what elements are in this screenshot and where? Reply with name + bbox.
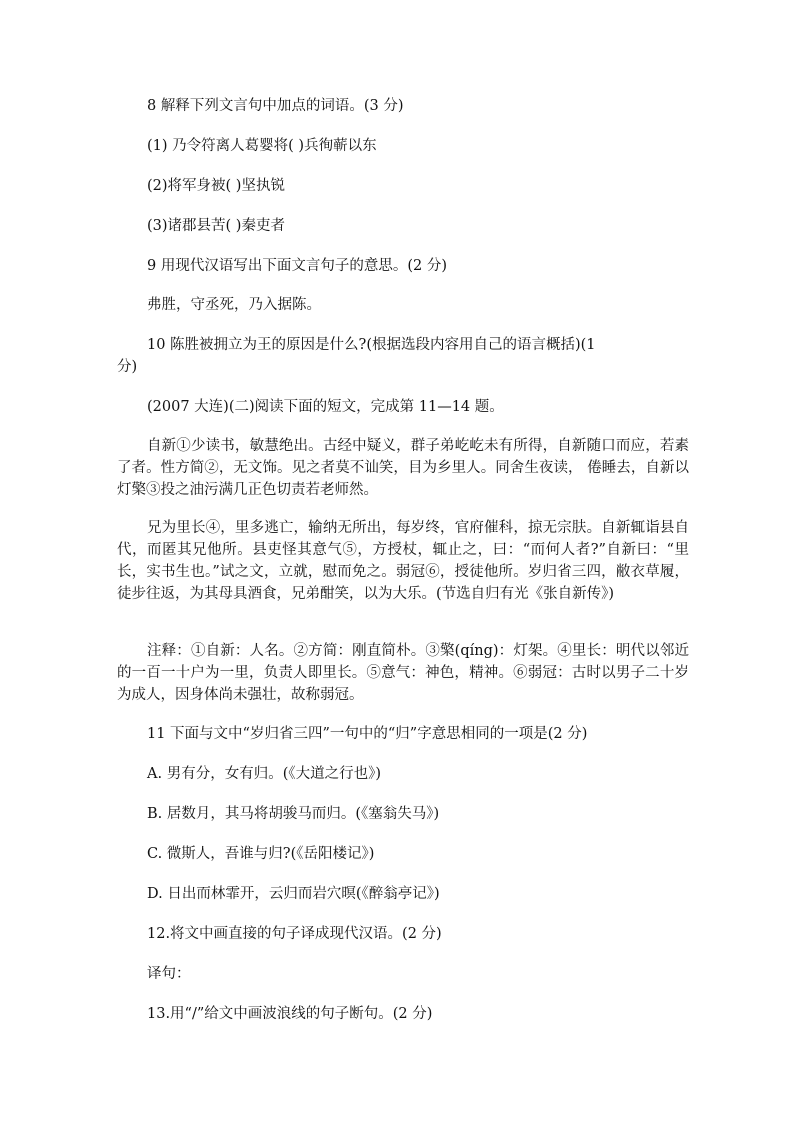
- question-11-option-c: C. 微斯人，吾谁与归?(《岳阳楼记》): [147, 846, 375, 862]
- question-9-sentence: 弗胜，守丞死，乃入据陈。: [147, 297, 321, 313]
- passage-notes: 注释：①自新：人名。②方简：刚直简朴。③檠(qíng)：灯架。④里长：明代以邻近的一百一十户为一里，负责人即里长。⑤意气：神色，精神。⑥弱冠：古时以男子二十岁为成人，因身体尚未强壮，故称弱冠。: [117, 643, 689, 703]
- question-12-answer-label: 译句：: [147, 966, 191, 982]
- passage-paragraph-2: 兄为里长④，里多逃亡，输纳无所出，每岁终，官府催科，掠无宗肤。自新辄诣县自代，而匿其兄他所。县吏怪其意气⑤，方授杖，辄止之，曰：“而何人者?”自新曰：“里长，实书生也。”试之文，立就，慰而免之。弱冠⑥，授徒他所。岁归省三四，敝衣草履，徒步往返，为其母具酒食，兄弟酣笑，以为大乐。(节选自归有光《张自新传》): [117, 520, 689, 602]
- question-10-title-cont: 分): [117, 359, 138, 375]
- question-11-option-a: A. 男有分，女有归。(《大道之行也》): [147, 766, 382, 782]
- section-heading: (2007 大连)(二)阅读下面的短文，完成第 11—14 题。: [147, 399, 504, 415]
- question-8-item-1: (1) 乃令符离人葛婴将( )兵徇蕲以东: [147, 138, 377, 154]
- question-8-item-3: (3)诸郡县苦( )秦吏者: [147, 218, 285, 234]
- question-10-title: 10 陈胜被拥立为王的原因是什么?(根据选段内容用自己的语言概括)(1: [147, 337, 596, 353]
- question-8-title: 8 解释下列文言句中加点的词语。(3 分): [147, 98, 404, 114]
- question-8-item-2: (2)将军身被( )坚执锐: [147, 178, 285, 194]
- question-11-title: 11 下面与文中“岁归省三四”一句中的“归”字意思相同的一项是(2 分): [147, 726, 588, 742]
- passage-paragraph-1: 自新①少读书，敏慧绝出。古经中疑义，群子弟屹屹未有所得，自新随口而应，若素了者。性方简②，无文饰。见之者莫不讪笑，目为乡里人。同舍生夜读， 倦睡去，自新以灯檠③投之油污满几正色切责若老师然。: [117, 438, 689, 498]
- question-13-title: 13.用“/”给文中画波浪线的句子断句。(2 分): [147, 1006, 433, 1022]
- question-11-option-b: B. 居数月，其马将胡骏马而归。(《塞翁失马》): [147, 806, 440, 822]
- question-9-title: 9 用现代汉语写出下面文言句子的意思。(2 分): [147, 258, 447, 274]
- question-12-title: 12.将文中画直接的句子译成现代汉语。(2 分): [147, 926, 442, 942]
- question-11-option-d: D. 日出而林霏开，云归而岩穴暝(《醉翁亭记》): [147, 886, 440, 902]
